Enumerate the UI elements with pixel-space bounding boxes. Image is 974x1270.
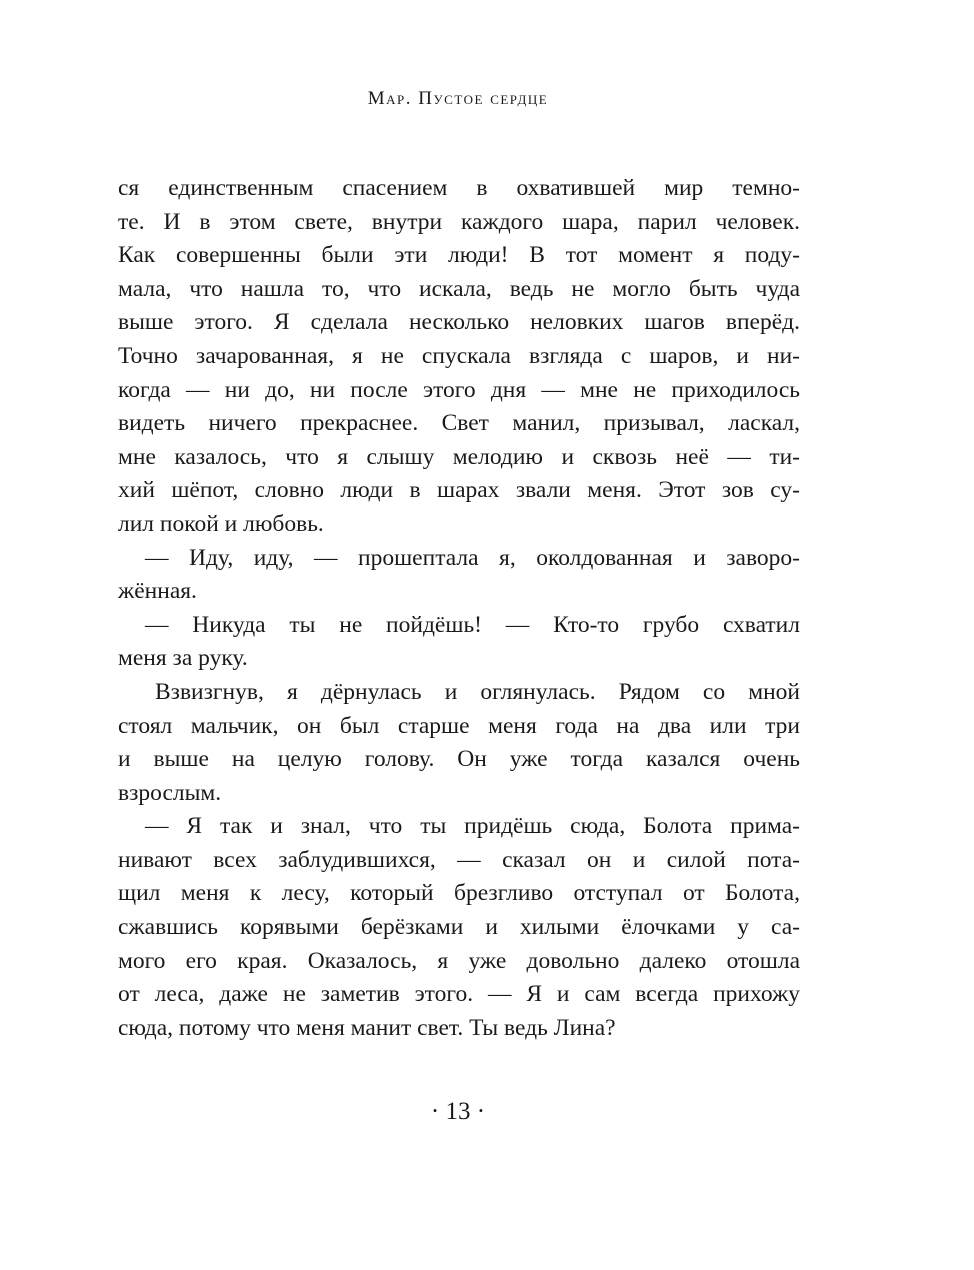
text-line: — Иду, иду, — прошептала я, околдованная и заворо- <box>145 544 800 571</box>
text-line: и выше на целую голову. Он уже тогда казался очень <box>118 746 800 773</box>
text-line: мого его края. Оказалось, я уже довольно далеко отошла <box>118 947 800 974</box>
text-line: когда — ни до, ни после этого дня — мне не приходилось <box>118 376 800 403</box>
paragraph <box>118 172 800 542</box>
text-line: ся единственным спасением в охватившей мир темно- <box>118 175 800 201</box>
paragraph <box>118 542 800 609</box>
text-line: выше этого. Я сделала несколько неловких шагов вперёд. <box>118 309 800 336</box>
page-number: · 13 · <box>430 1098 486 1125</box>
body-text <box>118 172 800 1045</box>
text-line: меня за руку. <box>118 645 248 672</box>
text-line: стоял мальчик, он был старше меня года на два или три <box>118 712 800 739</box>
paragraph <box>118 609 800 676</box>
text-line: — Никуда ты не пойдёшь! — Кто-то грубо схватил <box>145 611 800 638</box>
text-line: Как совершенны были эти люди! В тот момент я поду- <box>118 242 800 269</box>
text-line: взрослым. <box>118 779 222 806</box>
text-line: Взвизгнув, я дёрнулась и оглянулась. Рядом со мной <box>155 678 800 705</box>
text-line: жённая. <box>118 578 197 605</box>
text-line: мала, что нашла то, что искала, ведь не могло быть чуда <box>118 275 800 302</box>
running-head: Мар. Пустое сердце <box>367 88 549 109</box>
text-line: сжавшись корявыми берёзками и хилыми ёлочками у са- <box>118 914 800 941</box>
paragraph <box>118 676 800 810</box>
text-line: щил меня к лесу, который брезгливо отступал от Болота, <box>118 880 800 907</box>
text-line: — Я так и знал, что ты придёшь сюда, Болота прима- <box>145 813 800 840</box>
text-line: мне казалось, что я слышу мелодию и сквозь неё — ти- <box>118 443 800 470</box>
text-line: Точно зачарованная, я не спускала взгляда с шаров, и ни- <box>118 342 800 369</box>
paragraph <box>118 810 800 1045</box>
text-line: видеть ничего прекраснее. Свет манил, призывал, ласкал, <box>118 410 800 437</box>
text-line: нивают всех заблудившихся, — сказал он и силой пота- <box>118 846 800 873</box>
text-line: хий шёпот, словно люди в шарах звали меня. Этот зов су- <box>118 477 800 504</box>
text-line: те. И в этом свете, внутри каждого шара, парил человек. <box>118 208 800 235</box>
text-line: лил покой и любовь. <box>118 510 324 537</box>
text-line: от леса, даже не заметив этого. — Я и сам всегда прихожу <box>118 981 800 1008</box>
text-line: сюда, потому что меня манит свет. Ты ведь Лина? <box>118 1014 616 1041</box>
